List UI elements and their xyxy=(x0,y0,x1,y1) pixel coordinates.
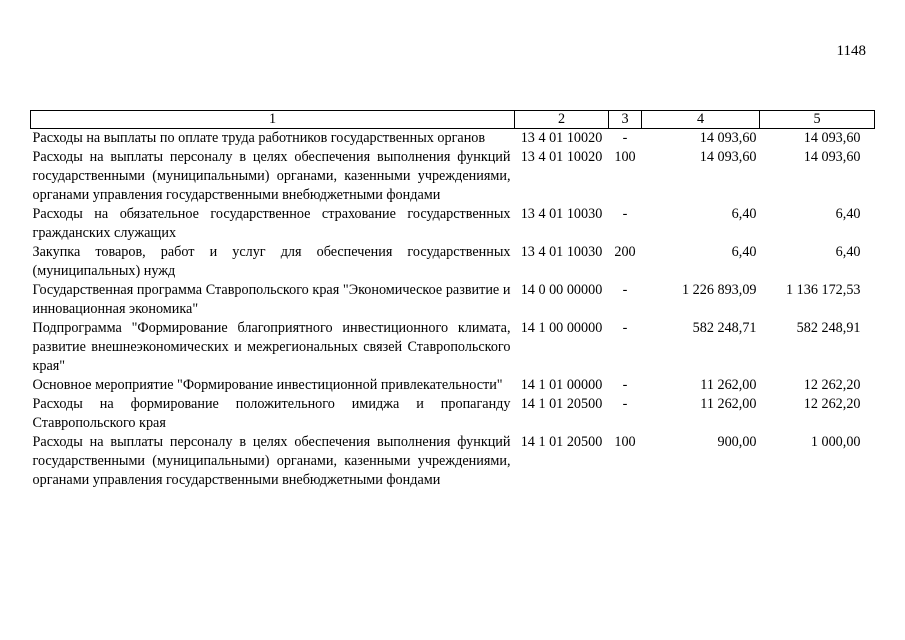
row-description: Государственная программа Ставропольского края "Экономическое развитие и инновационная экономика" xyxy=(32,282,511,317)
row-amount-year2: 12 262,20 xyxy=(803,377,861,393)
row-amount-year2: 12 262,20 xyxy=(803,396,861,412)
row-description: Расходы на формирование положительного имиджа и пропаганду Ставропольского края xyxy=(32,396,511,431)
row-expense-type: - xyxy=(622,320,628,336)
table-row xyxy=(31,319,875,376)
header-row xyxy=(31,111,875,129)
row-description: Расходы на выплаты персоналу в целях обеспечения выполнения функций государственными (муниципальными) органами, казенными учреждениями, органами управления государственными внебюджетными фондами xyxy=(32,434,511,488)
row-description: Расходы на выплаты персоналу в целях обеспечения выполнения функций государственными (муниципальными) органами, казенными учреждениями, органами управления государственными внебюджетными фондами xyxy=(32,149,511,203)
table-row xyxy=(31,243,875,281)
row-amount-year1: 14 093,60 xyxy=(699,130,757,146)
table-row xyxy=(31,395,875,433)
table-row xyxy=(31,281,875,319)
row-description: Расходы на выплаты по оплате труда работников государственных органов xyxy=(32,130,486,146)
row-amount-year2: 6,40 xyxy=(835,206,861,222)
header-col-4: 4 xyxy=(642,111,760,129)
row-amount-year2: 582 248,91 xyxy=(796,320,861,336)
header-col-5: 5 xyxy=(760,111,875,129)
row-expense-type: 100 xyxy=(614,434,636,450)
row-code: 13 4 01 10030 xyxy=(520,244,603,260)
row-description: Закупка товаров, работ и услуг для обеспечения государственных (муниципальных) нужд xyxy=(32,244,511,279)
row-expense-type: 100 xyxy=(614,149,636,165)
row-amount-year2: 1 000,00 xyxy=(810,434,861,450)
row-description: Основное мероприятие "Формирование инвестиционной привлекательности" xyxy=(32,377,503,393)
row-amount-year1: 1 226 893,09 xyxy=(682,282,757,298)
row-expense-type: - xyxy=(622,130,628,146)
row-description: Расходы на обязательное государственное страхование государственных гражданских служащих xyxy=(32,206,511,241)
table-body xyxy=(31,129,875,491)
row-amount-year1: 6,40 xyxy=(731,206,757,222)
row-amount-year2: 14 093,60 xyxy=(803,149,861,165)
row-expense-type: 200 xyxy=(614,244,636,260)
row-amount-year1: 14 093,60 xyxy=(699,149,757,165)
header-col-2: 2 xyxy=(515,111,609,129)
row-code: 14 1 01 20500 xyxy=(520,434,603,450)
row-description: Подпрограмма "Формирование благоприятного инвестиционного климата, развитие внешнеэкономических и межрегиональных связей Ставропольского края" xyxy=(32,320,511,374)
header-col-3: 3 xyxy=(609,111,642,129)
row-amount-year2: 6,40 xyxy=(835,244,861,260)
row-amount-year1: 582 248,71 xyxy=(692,320,757,336)
table-row xyxy=(31,376,875,395)
table-row xyxy=(31,129,875,149)
header-col-1: 1 xyxy=(31,111,515,129)
table-row xyxy=(31,433,875,490)
row-expense-type: - xyxy=(622,377,628,393)
table-row xyxy=(31,205,875,243)
row-code: 13 4 01 10020 xyxy=(520,149,603,165)
budget-table xyxy=(30,110,875,490)
row-code: 13 4 01 10020 xyxy=(520,130,603,146)
row-amount-year1: 900,00 xyxy=(717,434,757,450)
row-amount-year2: 1 136 172,53 xyxy=(786,282,861,298)
row-code: 14 1 01 20500 xyxy=(520,396,603,412)
row-code: 14 0 00 00000 xyxy=(520,282,603,298)
row-amount-year2: 14 093,60 xyxy=(803,130,861,146)
row-code: 13 4 01 10030 xyxy=(520,206,603,222)
row-expense-type: - xyxy=(622,396,628,412)
row-amount-year1: 6,40 xyxy=(731,244,757,260)
row-amount-year1: 11 262,00 xyxy=(700,396,757,412)
table-header xyxy=(31,111,875,129)
table-row xyxy=(31,148,875,205)
row-code: 14 1 01 00000 xyxy=(520,377,603,393)
row-expense-type: - xyxy=(622,282,628,298)
row-code: 14 1 00 00000 xyxy=(520,320,603,336)
row-amount-year1: 11 262,00 xyxy=(700,377,757,393)
page-number: 1148 xyxy=(836,43,866,59)
row-expense-type: - xyxy=(622,206,628,222)
